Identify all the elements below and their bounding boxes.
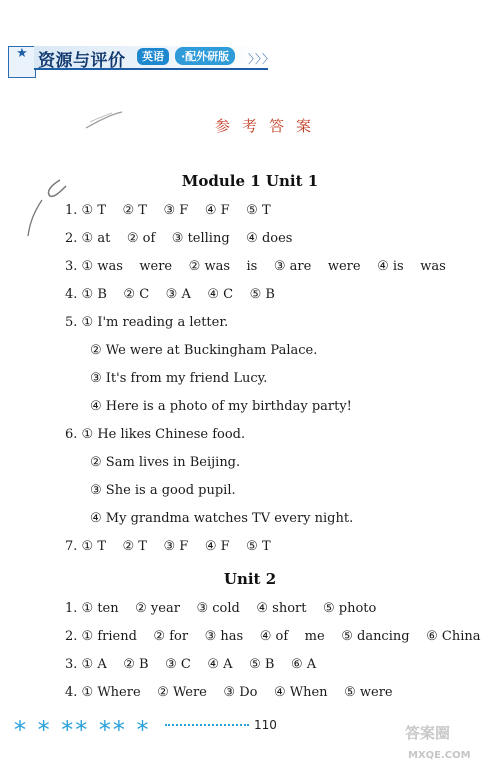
page-number: 110 <box>254 718 277 732</box>
watermark-url: MXQE.COM <box>408 750 471 761</box>
answer-subline: ④ Here is a photo of my birthday party! <box>90 399 352 414</box>
answer-line: 2. ① friend ② for ③ has ④ of me ⑤ dancing ⑥ China <box>65 629 481 644</box>
book-header <box>0 38 500 78</box>
answer-line: 1. ① T ② T ③ F ④ F ⑤ T <box>65 203 271 218</box>
answer-line: 3. ① was were ② was is ③ are were ④ is was <box>65 259 446 274</box>
answer-line: 4. ① Where ② Were ③ Do ④ When ⑤ were <box>65 685 393 700</box>
answer-line: 5. ① I'm reading a letter. <box>65 315 229 330</box>
watermark: 答案圈 <box>405 724 451 742</box>
answers-title: 参考答案 <box>214 117 323 135</box>
module-1-unit-1-title: Module 1 Unit 1 <box>181 172 319 190</box>
edition-label: ·配外研版 <box>175 47 235 65</box>
answer-line: 7. ① T ② T ③ F ④ F ⑤ T <box>65 539 271 554</box>
answer-line: 6. ① He likes Chinese food. <box>65 427 246 442</box>
series-title: 资源与评价 <box>38 51 126 71</box>
subject-tag: 英语 <box>137 48 169 65</box>
answer-line: 1. ① ten ② year ③ cold ④ short ⑤ photo <box>65 601 377 616</box>
answer-line: 4. ① B ② C ③ A ④ C ⑤ B <box>65 287 275 302</box>
star-decoration-icon: * * ** ** * <box>14 716 151 744</box>
unit-2-title: Unit 2 <box>223 570 277 588</box>
answer-subline: ④ My grandma watches TV every night. <box>90 511 354 526</box>
answer-line: 2. ① at ② of ③ telling ④ does <box>65 231 293 246</box>
answer-line: 3. ① A ② B ③ C ④ A ⑤ B ⑥ A <box>65 657 317 672</box>
dotted-divider <box>165 724 249 726</box>
answer-subline: ③ She is a good pupil. <box>90 483 236 498</box>
answer-subline: ② We were at Buckingham Palace. <box>90 343 318 358</box>
answer-subline: ② Sam lives in Beijing. <box>90 455 241 470</box>
publisher-logo <box>8 46 36 78</box>
chevron-right-icon: 〉〉〉 <box>248 52 276 66</box>
answer-subline: ③ It's from my friend Lucy. <box>90 371 268 386</box>
star-logo-icon: ★ <box>16 46 28 61</box>
